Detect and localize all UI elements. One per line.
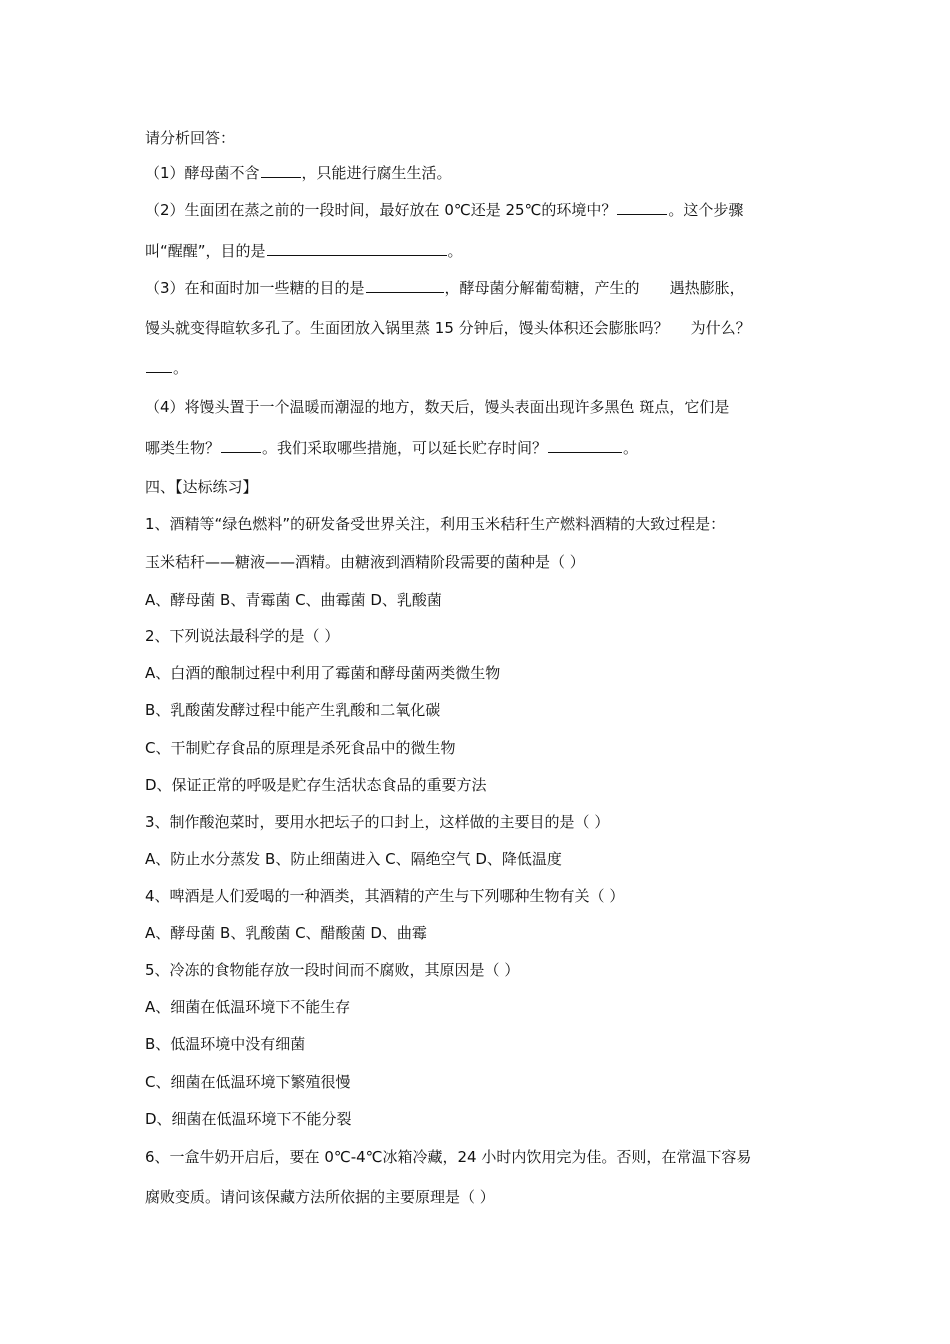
q2-option-d: D、保证正常的呼吸是贮存生活状态食品的重要方法 [145,776,487,794]
analysis-q4-line1: （4）将馒头置于一个温暖而潮湿的地方，数天后，馒头表面出现许多黑色 斑点，它们是 [145,398,730,416]
analysis-q4-line2: 哪类生物？ 。我们采取哪些措施，可以延长贮存时间？ 。 [145,439,639,457]
q1-stem-line1: 1、酒精等“绿色燃料”的研发备受世界关注，利用玉米秸秆生产燃料酒精的大致过程是： [145,515,726,533]
q6-stem-line1: 6、一盒牛奶开启后，要在 0℃-4℃冰箱冷藏，24 小时内饮用完为佳。否则，在常温下容易 [145,1148,752,1166]
q2-option-c: C、干制贮存食品的原理是杀死食品中的微生物 [145,739,456,757]
q1-stem-line2: 玉米秸秆——糖液——酒精。由糖液到酒精阶段需要的菌种是（ ） [145,553,585,571]
section-title: 四、【达标练习】 [145,478,258,496]
q2-option-b: B、乳酸菌发酵过程中能产生乳酸和二氧化碳 [145,701,441,719]
q3-options: A、防止水分蒸发 B、防止细菌进入 C、隔绝空气 D、降低温度 [145,850,562,868]
answer-blank[interactable] [366,278,444,293]
q4-stem: 4、啤酒是人们爱喝的一种酒类，其酒精的产生与下列哪种生物有关（ ） [145,887,625,905]
q5-option-d: D、细菌在低温环境下不能分裂 [145,1110,352,1128]
q5-option-a: A、细菌在低温环境下不能生存 [145,998,351,1016]
answer-blank[interactable] [146,358,172,373]
q1-options: A、酵母菌 B、青霉菌 C、曲霉菌 D、乳酸菌 [145,591,442,609]
analysis-q3-line2: 馒头就变得暄软多孔了。生面团放入锅里蒸 15 分钟后，馒头体积还会膨胀吗？ 为什么？ [145,319,751,337]
q5-option-b: B、低温环境中没有细菌 [145,1035,306,1053]
q3-stem: 3、制作酸泡菜时，要用水把坛子的口封上，这样做的主要目的是（ ） [145,813,610,831]
analysis-q2-line1: （2）生面团在蒸之前的一段时间，最好放在 0℃还是 25℃的环境中？ 。这个步骤 [145,201,744,219]
analysis-q1: （1）酵母菌不含 ，只能进行腐生生活。 [145,164,452,182]
analysis-heading: 请分析回答： [145,129,236,147]
analysis-q2-line2: 叫“醒醒”，目的是 。 [145,242,463,260]
q4-options: A、酵母菌 B、乳酸菌 C、醋酸菌 D、曲霉 [145,924,427,942]
answer-blank[interactable] [617,200,667,215]
analysis-q3-line3: 。 [145,358,188,378]
answer-blank[interactable] [221,438,261,453]
answer-blank[interactable] [548,438,622,453]
q2-option-a: A、白酒的酿制过程中利用了霉菌和酵母菌两类微生物 [145,664,501,682]
q6-stem-line2: 腐败变质。请问该保藏方法所依据的主要原理是（ ） [145,1188,495,1206]
answer-blank[interactable] [267,241,447,256]
q5-stem: 5、冷冻的食物能存放一段时间而不腐败，其原因是（ ） [145,961,520,979]
q2-stem: 2、下列说法最科学的是（ ） [145,627,340,645]
answer-blank[interactable] [261,163,301,178]
analysis-q3-line1: （3）在和面时加一些糖的目的是 ，酵母菌分解葡萄糖，产生的 遇热膨胀， [145,279,745,297]
q5-option-c: C、细菌在低温环境下繁殖很慢 [145,1073,351,1091]
